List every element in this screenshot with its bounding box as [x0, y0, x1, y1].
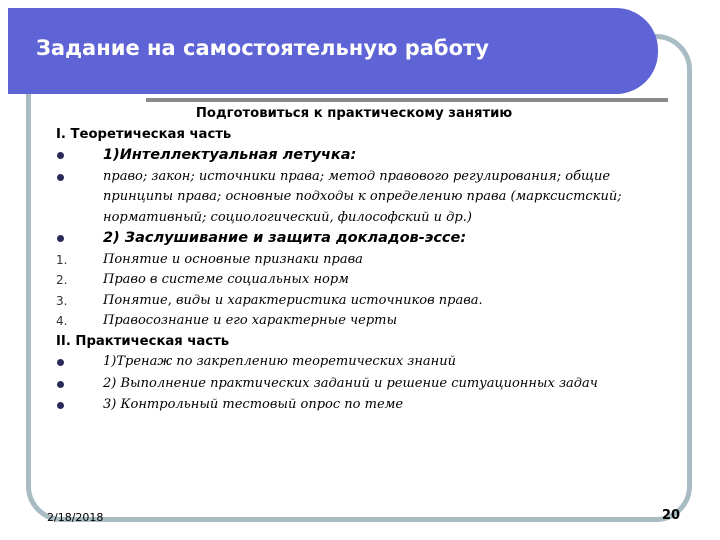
bullet-icon — [56, 395, 103, 417]
list-item — [56, 167, 644, 229]
section-1-list — [56, 145, 644, 332]
bullet-icon — [56, 167, 103, 229]
bullet-dot-icon — [57, 402, 64, 409]
divider — [146, 98, 668, 102]
bullet-dot-icon — [57, 235, 64, 242]
list-item-text: право; закон; источники права; метод правового регулирования; общие принципы права; основные подходы к определению права (марксистский; нормативный; социологический, философский и др.) — [103, 168, 622, 225]
section-heading-1: I. Теоретическая часть — [56, 126, 232, 142]
list-item — [56, 311, 644, 332]
list-item — [56, 270, 644, 291]
bullet-dot-icon — [57, 359, 64, 366]
list-item-text: 2) Выполнение практических заданий и решение ситуационных задач — [103, 375, 598, 391]
list-number: 1. — [56, 252, 68, 267]
title-bar — [8, 8, 658, 94]
list-number: 3. — [56, 293, 68, 308]
list-item — [56, 228, 644, 250]
list-item-text: Понятие, виды и характеристика источников права. — [103, 292, 483, 308]
slide-content — [56, 104, 644, 417]
subtitle: Подготовиться к практическому занятию — [195, 106, 513, 121]
list-item-text: 2) Заслушивание и защита докладов-эссе: — [103, 230, 467, 246]
bullet-icon — [56, 352, 103, 374]
bullet-icon — [56, 374, 103, 396]
list-item-text: Правосознание и его характерные черты — [103, 313, 398, 328]
list-item — [56, 291, 644, 312]
section-2-list — [56, 352, 644, 417]
bullet-icon — [56, 228, 103, 250]
list-item-text: Право в системе социальных норм — [103, 272, 349, 287]
list-number: 4. — [56, 314, 68, 328]
list-item — [56, 352, 644, 374]
bullet-dot-icon — [57, 381, 64, 388]
list-item — [56, 145, 644, 167]
list-item-text: 1)Интеллектуальная летучка: — [103, 147, 357, 163]
list-number: 2. — [56, 273, 68, 287]
footer-date: 2/18/2018 — [47, 511, 104, 524]
list-item-text: 3) Контрольный тестовый опрос по теме — [103, 397, 404, 412]
page-number: 20 — [662, 508, 681, 523]
bullet-dot-icon — [57, 174, 64, 181]
list-item-text: Понятие и основные признаки права — [103, 251, 363, 267]
list-item-text: 1)Тренаж по закреплению теоретических знаний — [103, 354, 456, 369]
bullet-icon — [56, 145, 103, 167]
slide-title: Задание на самостоятельную работу — [36, 36, 489, 60]
list-item — [56, 395, 644, 417]
list-item — [56, 250, 644, 271]
list-item — [56, 374, 644, 396]
section-heading-2: II. Практическая часть — [56, 333, 230, 349]
bullet-dot-icon — [57, 152, 64, 159]
